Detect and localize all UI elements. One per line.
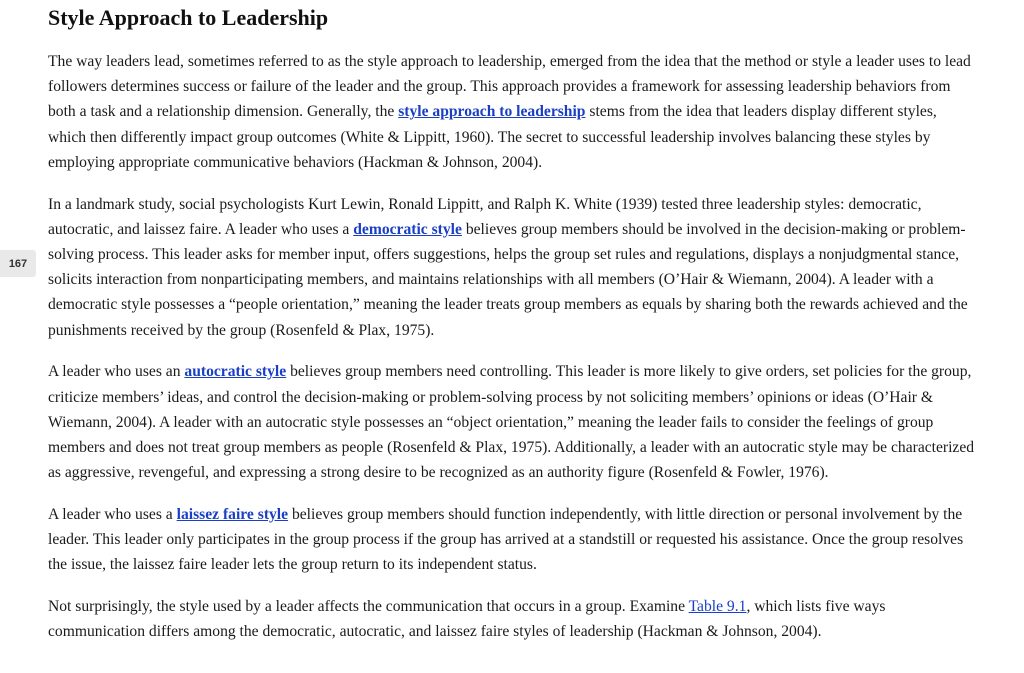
paragraph-text: A leader who uses an <box>48 363 185 381</box>
glossary-link-autocratic-style[interactable]: autocratic style <box>184 363 287 381</box>
paragraph-text: The way leaders lead, sometimes referred to as the style approach to leadership, emerged from the idea that the method or style a leader uses to lead followers determines success or failure of the leader and the group. This approach provides a framework for assessing leadership behaviors from both a task and a relationship dimension. Generally, the <box>48 53 971 121</box>
paragraph-text: believes group members need controlling. This leader is more likely to give orders, set policies for the group, criticize members’ ideas, and control the decision-making or problem-solving process by not soliciting members’ opinions or ideas (O’Hair & Wiemann, 2004). A leader with an autocratic style possesses an “object orientation,” meaning the leader fails to consider the feelings of group members and does not treat group members as people (Rosenfeld & Plax, 1975). Additionally, a leader with an autocratic style may be characterized as aggressive, revengeful, and expressing a strong desire to be recognized as an authority figure (Rosenfeld & Fowler, 1976). <box>48 363 975 482</box>
paragraph-style-approach <box>48 49 978 175</box>
table-reference-link[interactable]: Table 9.1 <box>688 598 747 616</box>
paragraph-text: stems from the idea that leaders display different styles, which then differently impact group outcomes (White & Lippitt, 1960). The secret to successful leadership involves balancing these styles by employing appropriate communicative behaviors (Hackman & Johnson, 2004). <box>48 103 937 171</box>
paragraph-text: In a landmark study, social psychologists Kurt Lewin, Ronald Lippitt, and Ralph K. White (1939) tested three leadership styles: democratic, autocratic, and laissez faire. A leader who uses a <box>48 195 922 238</box>
document-page <box>48 0 978 661</box>
paragraph-autocratic-style <box>48 359 978 485</box>
page-number-marker: 167 <box>0 250 36 277</box>
paragraph-text: A leader who uses a <box>48 506 177 524</box>
paragraph-text: , which lists five ways communication differs among the democratic, autocratic, and laissez faire styles of leadership (Hackman & Johnson, 2004). <box>48 598 886 641</box>
paragraph-text: Not surprisingly, the style used by a leader affects the communication that occurs in a group. Examine <box>48 598 689 616</box>
glossary-link-laissez-faire-style[interactable]: laissez faire style <box>176 506 289 524</box>
paragraph-laissez-faire-style <box>48 502 978 578</box>
paragraph-text: believes group members should be involved in the decision-making or problem-solving process. This leader asks for member input, offers suggestions, helps the group set rules and regulations, displays a nonjudgmental stance, solicits interaction from nonparticipating members, and maintains relationships with all members (O’Hair & Wiemann, 2004). A leader with a democratic style possesses a “people orientation,” meaning the leader treats group members as equals by sharing both the rewards achieved and the punishments received by the group (Rosenfeld & Plax, 1975). <box>48 220 968 339</box>
paragraph-text: believes group members should function independently, with little direction or personal involvement by the leader. This leader only participates in the group process if the group has arrived at a standstill or requested his assistance. Once the group resolves the issue, the laissez faire leader lets the group return to its independent status. <box>48 506 964 574</box>
paragraph-democratic-style <box>48 192 978 343</box>
glossary-link-style-approach[interactable]: style approach to leadership <box>398 103 586 121</box>
section-title: Style Approach to Leadership <box>48 5 329 30</box>
glossary-link-democratic-style[interactable]: democratic style <box>353 220 462 238</box>
paragraph-communication <box>48 594 978 644</box>
